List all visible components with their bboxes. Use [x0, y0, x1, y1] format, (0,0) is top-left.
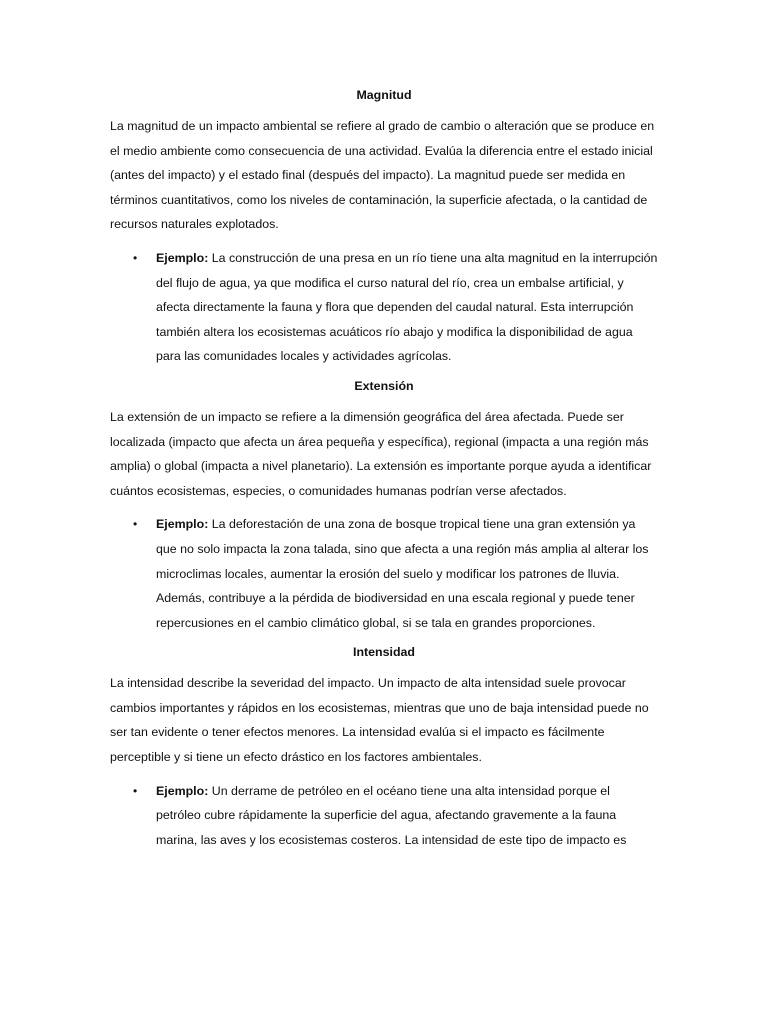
example-label: Ejemplo: [156, 250, 209, 265]
example-list [110, 246, 658, 369]
section-heading: Intensidad [353, 645, 415, 660]
example-text: La construcción de una presa en un río tiene una alta magnitud en la interrupción del flujo de agua, ya que modifica el curso natural del río, crea un embalse artificial, y afecta directamente la fauna y flora que dependen del caudal natural. Esta interrupción también altera los ecosistemas acuáticos río abajo y modifica la disponibilidad de agua para las comunidades locales y actividades agrícolas. [156, 250, 658, 364]
example-list [110, 779, 658, 853]
section-intensidad [110, 642, 658, 852]
section-heading: Magnitud [356, 88, 412, 102]
section-paragraph: La extensión de un impacto se refiere a la dimensión geográfica del área afectada. Puede ser localizada (impacto que afecta un área pequeña y específica), regional (impacta a una región más amplia) o global (impacta a nivel planetario). La extensión es importante porque ayuda a identificar cuántos ecosistemas, especies, o comunidades humanas podrían verse afectados. [110, 409, 652, 498]
section-paragraph: La intensidad describe la severidad del impacto. Un impacto de alta intensidad suele provocar cambios importantes y rápidos en los ecosistemas, mientras que uno de baja intensidad puede no ser tan evidente o tener efectos menores. La intensidad evalúa si el impacto es fácilmente perceptible y si tiene un efecto drástico en los factores ambientales. [110, 676, 649, 765]
section-paragraph: La magnitud de un impacto ambiental se refiere al grado de cambio o alteración que se produce en el medio ambiente como consecuencia de una actividad. Evalúa la diferencia entre el estado inicial (antes del impacto) y el estado final (después del impacto). La magnitud puede ser medida en términos cuantitativos, como los niveles de contaminación, la superficie afectada, o la cantidad de recursos naturales explotados. [110, 119, 655, 232]
section-heading: Extensión [354, 378, 414, 393]
example-list [110, 512, 658, 635]
section-magnitud [110, 85, 658, 369]
example-label: Ejemplo: [156, 517, 209, 532]
list-item [133, 246, 658, 369]
section-extension [110, 376, 658, 635]
example-text: Un derrame de petróleo en el océano tiene una alta intensidad porque el petróleo cubre rápidamente la superficie del agua, afectando gravemente a la fauna marina, las aves y los ecosistemas costeros. La intensidad de este tipo de impacto es [156, 783, 627, 847]
example-label: Ejemplo: [156, 783, 209, 798]
bullet-icon: • [133, 517, 138, 532]
list-item [133, 779, 658, 853]
example-text: La deforestación de una zona de bosque tropical tiene una gran extensión ya que no solo impacta la zona talada, sino que afecta a una región más amplia al alterar los microclimas locales, aumentar la erosión del suelo y modificar los patrones de lluvia. Además, contribuye a la pérdida de biodiversidad en una escala regional y puede tener repercusiones en el cambio climático global, si se tala en grandes proporciones. [156, 517, 649, 630]
bullet-icon: • [133, 783, 138, 798]
list-item [133, 512, 658, 635]
bullet-icon: • [133, 250, 138, 265]
